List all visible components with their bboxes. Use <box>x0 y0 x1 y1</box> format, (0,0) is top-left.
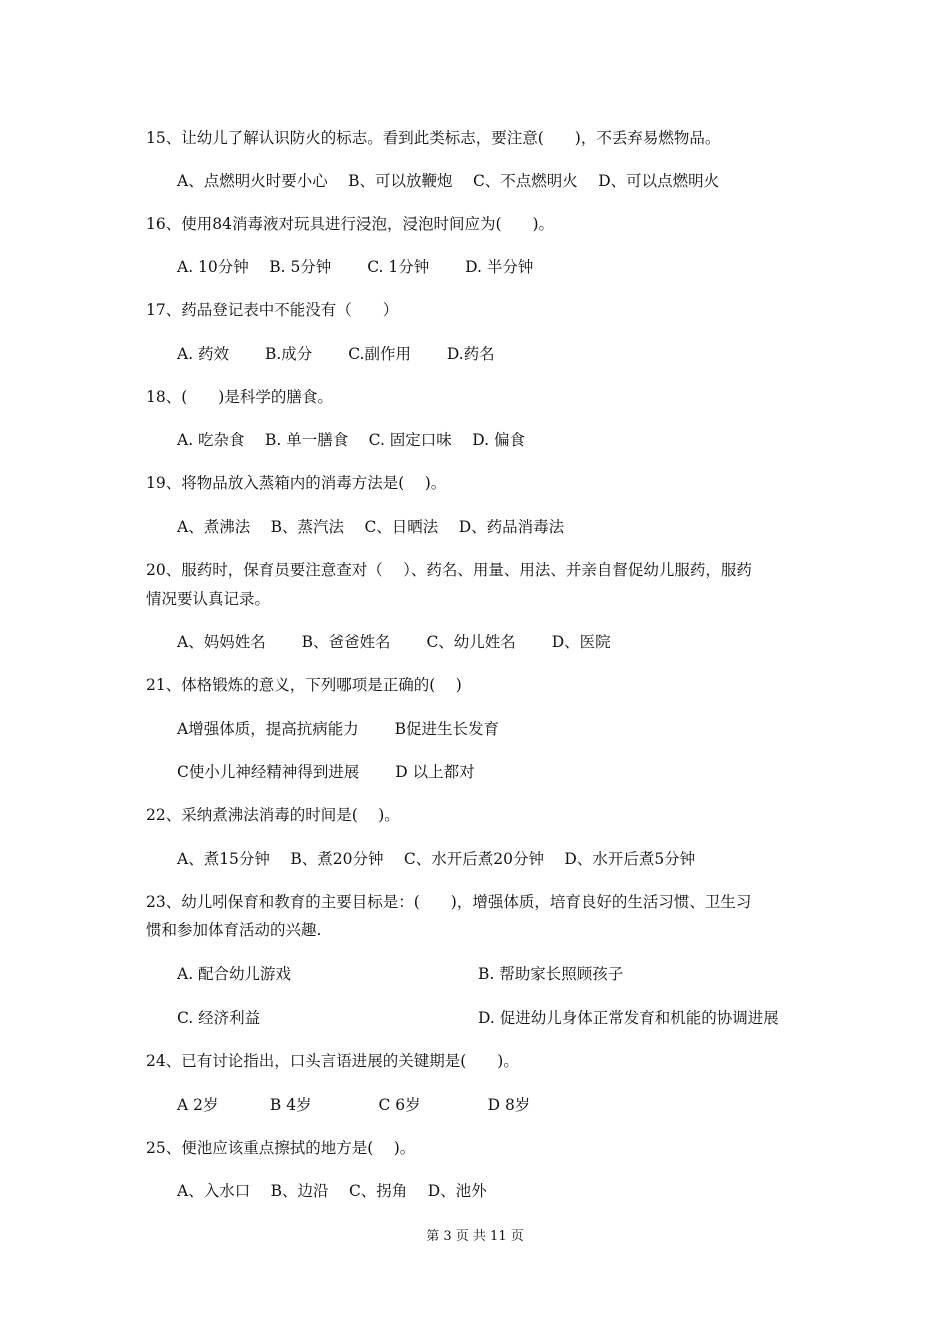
question-25-stem: 25、便池应该重点擦拭的地方是( )。 <box>146 1139 416 1157</box>
question-25-options: A、入水口 B、边沿 C、拐角 D、池外 <box>177 1182 487 1200</box>
question-19-options: A、煮沸法 B、蒸汽法 C、日晒法 D、药品消毒法 <box>177 518 565 536</box>
question-17-stem: 17、药品登记表中不能没有（ ） <box>146 301 399 319</box>
question-15-stem: 15、让幼儿了解认识防火的标志。看到此类标志，要注意( )，不丢弃易燃物品。 <box>146 129 721 147</box>
question-23-option-a: A. 配合幼儿游戏 <box>177 965 292 983</box>
question-21-options-line2: C使小儿神经精神得到进展 D 以上都对 <box>177 763 475 781</box>
question-22-stem: 22、采纳煮沸法消毒的时间是( )。 <box>146 806 400 824</box>
question-23-option-d: D. 促进幼儿身体正常发育和机能的协调进展 <box>478 1009 779 1027</box>
question-21-options-line1: A增强体质，提高抗病能力 B促进生长发育 <box>177 720 500 738</box>
question-24-stem: 24、已有讨论指出，口头言语进展的关键期是( )。 <box>146 1052 519 1070</box>
question-16-options: A. 10分钟 B. 5分钟 C. 1分钟 D. 半分钟 <box>177 258 534 276</box>
question-19-stem: 19、将物品放入蒸箱内的消毒方法是( )。 <box>146 474 447 492</box>
question-15-options: A、点燃明火时要小心 B、可以放鞭炮 C、不点燃明火 D、可以点燃明火 <box>177 172 720 190</box>
question-20-stem-line1: 20、服药时，保育员要注意查对（ ）、药名、用量、用法、并亲自督促幼儿服药，服药 <box>146 561 752 579</box>
question-24-options: A 2岁 B 4岁 C 6岁 D 8岁 <box>177 1096 531 1114</box>
question-20-stem-line2: 情况要认真记录。 <box>146 590 271 608</box>
question-17-options: A. 药效 B.成分 C.副作用 D.药名 <box>177 345 495 363</box>
page-number: 第 3 页 共 11 页 <box>426 1229 524 1244</box>
question-23-stem-line1: 23、幼儿吲保育和教育的主要目标是：( )，增强体质，培育良好的生活习惯、卫生习 <box>146 893 752 911</box>
question-18-stem: 18、( )是科学的膳食。 <box>146 388 333 406</box>
question-22-options: A、煮15分钟 B、煮20分钟 C、水开后煮20分钟 D、水开后煮5分钟 <box>177 850 696 868</box>
question-23-stem-line2: 惯和参加体育活动的兴趣. <box>146 921 322 939</box>
question-23-option-c: C. 经济利益 <box>177 1009 261 1027</box>
question-21-stem: 21、体格锻炼的意义，下列哪项是正确的( ) <box>146 676 462 694</box>
question-20-options: A、妈妈姓名 B、爸爸姓名 C、幼儿姓名 D、医院 <box>177 633 611 651</box>
question-16-stem: 16、使用84消毒液对玩具进行浸泡，浸泡时间应为( )。 <box>146 215 555 233</box>
question-23-option-b: B. 帮助家长照顾孩子 <box>478 965 624 983</box>
question-18-options: A. 吃杂食 B. 单一膳食 C. 固定口味 D. 偏食 <box>177 431 525 449</box>
